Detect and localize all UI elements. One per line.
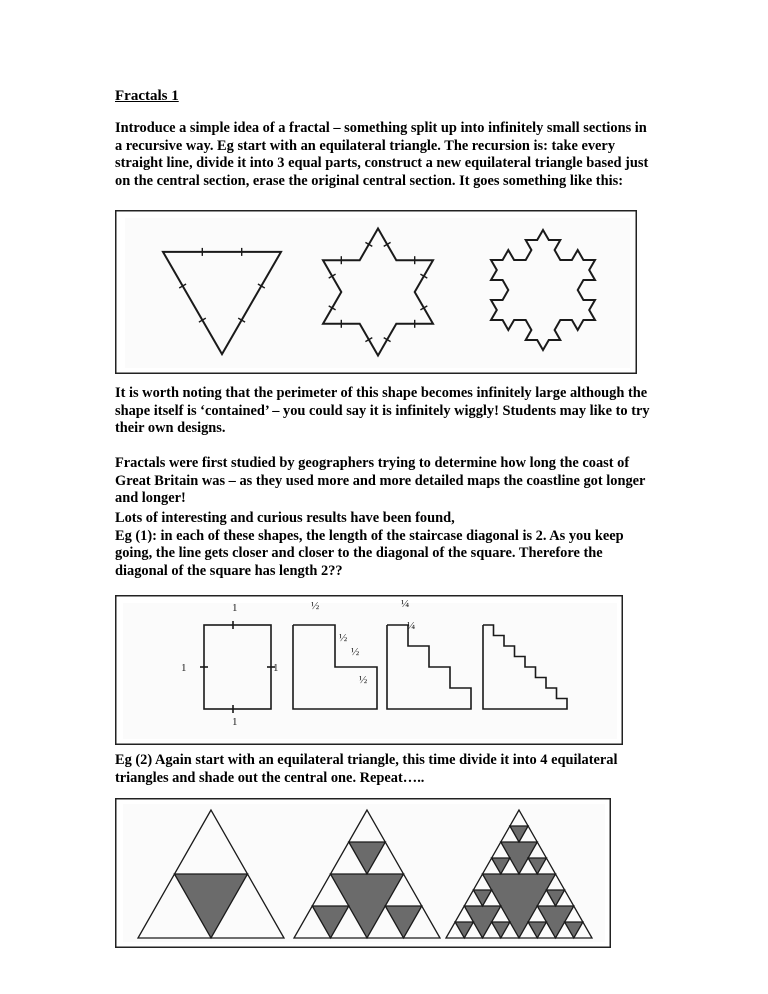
intro-paragraph bbox=[115, 120, 655, 190]
sierpinski-figure bbox=[115, 798, 611, 948]
square-right-label: 1 bbox=[273, 662, 279, 674]
results-paragraph bbox=[115, 510, 655, 580]
perimeter-text: It is worth noting that the perimeter of this shape becomes infinitely large although the shape itself is ‘contained’ – you could say it is infinitely wiggly! Students may like to try their own designs. bbox=[115, 385, 650, 437]
sierpinski-shapes bbox=[138, 810, 592, 938]
sierpinski-svg bbox=[115, 798, 611, 948]
results-intro-text: Lots of interesting and curious results have been found, bbox=[115, 510, 455, 526]
page-title: Fractals 1 bbox=[115, 88, 179, 104]
koch-figure bbox=[115, 210, 637, 374]
staircase-scan-area bbox=[123, 603, 617, 739]
intro-text: Introduce a simple idea of a fractal – something split up into infinitely small sections in a recursive way. Eg start with an equilateral triangle. The recursion is: take every straight line, divide it into 3 equal parts, construct a new equilateral triangle based just on the central section, erase the original central section. It goes something like this: bbox=[115, 120, 649, 189]
geographers-text: Fractals were first studied by geographers trying to determine how long the coast of Great Britain was – as they used more and more detailed maps the coastline got longer and longer! bbox=[115, 455, 646, 507]
step1-mid-label: ½ bbox=[339, 632, 348, 644]
eg2-paragraph bbox=[115, 752, 655, 787]
perimeter-paragraph bbox=[115, 385, 655, 438]
step2-top-label: ¼ bbox=[401, 598, 410, 610]
step2-rise-label: ¼ bbox=[407, 620, 416, 632]
square-left-label: 1 bbox=[181, 662, 187, 674]
koch-svg bbox=[115, 210, 637, 374]
square-top-label: 1 bbox=[232, 602, 238, 614]
square-bottom-label: 1 bbox=[232, 716, 238, 728]
staircase-svg bbox=[115, 595, 623, 745]
step1-run-label: ½ bbox=[351, 646, 360, 658]
eg1-text: Eg (1): in each of these shapes, the length of the staircase diagonal is 2. As you keep going, the line gets closer and closer to the diagonal of the square. Therefore the diagonal of the square has length 2?? bbox=[115, 527, 624, 579]
geographers-paragraph bbox=[115, 455, 655, 508]
step1-rise-label: ½ bbox=[359, 674, 368, 686]
step1-top-label: ½ bbox=[311, 600, 320, 612]
eg2-text: Eg (2) Again start with an equilateral triangle, this time divide it into 4 equilateral triangles and shade out the central one. Repeat….. bbox=[115, 752, 618, 786]
staircase-figure bbox=[115, 595, 623, 745]
